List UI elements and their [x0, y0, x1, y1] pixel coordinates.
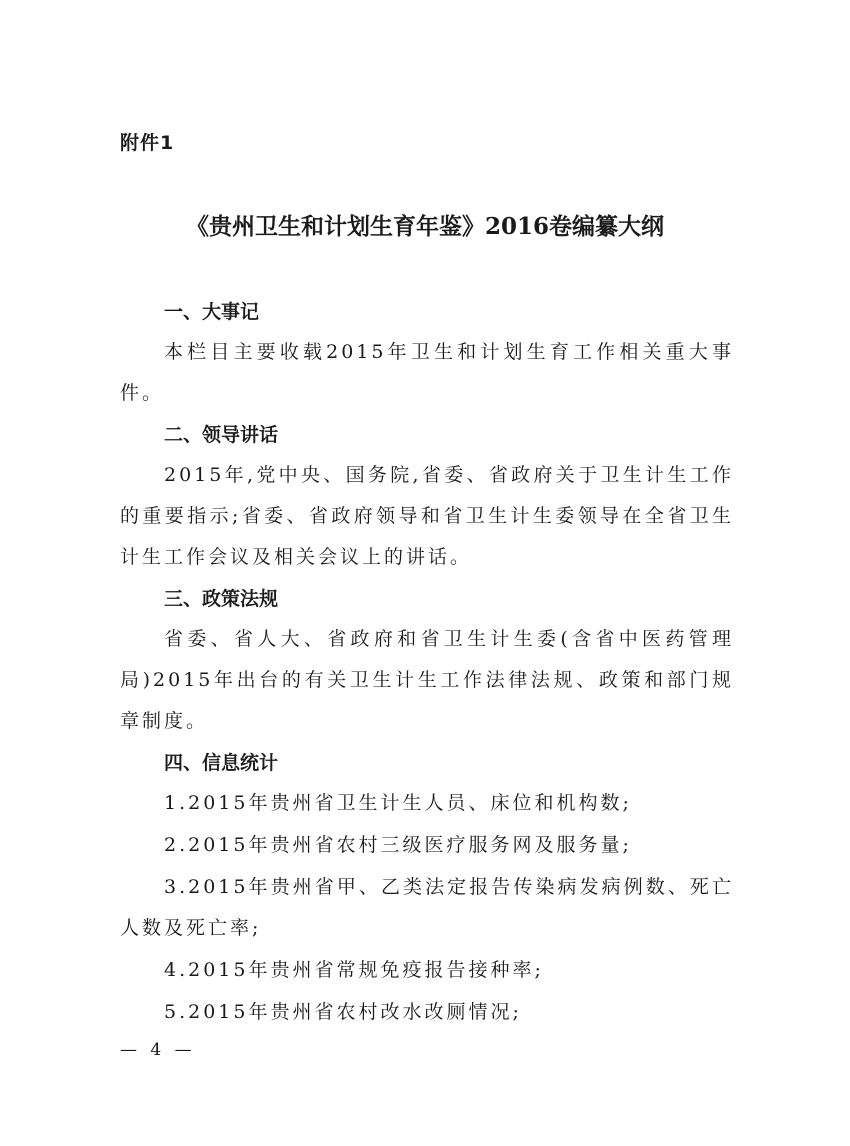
section-heading-events: 一、大事记: [164, 301, 260, 323]
page-number: — 4 —: [120, 1040, 196, 1060]
section-paragraph-policies: 省委、省人大、省政府和省卫生计生委(含省中医药管理局)2015年出台的有关卫生计生工作法律法规、政策和部门规章制度。: [120, 628, 734, 732]
statistics-item: 5.2015年贵州省农村改水改厕情况;: [164, 1001, 522, 1023]
section-heading-speeches: 二、领导讲话: [164, 424, 279, 446]
statistics-item: 4.2015年贵州省常规免疫报告接种率;: [164, 959, 544, 981]
statistics-item: 2.2015年贵州省农村三级医疗服务网及服务量;: [164, 834, 632, 856]
section-paragraph-events: 本栏目主要收载2015年卫生和计划生育工作相关重大事件。: [120, 341, 734, 404]
document-body: [120, 292, 734, 1034]
statistics-item: 1.2015年贵州省卫生计生人员、床位和机构数;: [164, 792, 632, 814]
section-heading-statistics: 四、信息统计: [164, 752, 279, 774]
document-title: 《贵州卫生和计划生育年鉴》2016卷编纂大纲: [185, 213, 664, 240]
section-paragraph-speeches: 2015年,党中央、国务院,省委、省政府关于卫生计生工作的重要指示;省委、省政府领导和省卫生计生委领导在全省卫生计生工作会议及相关会议上的讲话。: [120, 464, 734, 568]
section-heading-policies: 三、政策法规: [164, 588, 279, 610]
statistics-item: 3.2015年贵州省甲、乙类法定报告传染病发病例数、死亡人数及死亡率;: [120, 876, 734, 939]
attachment-label: 附件1: [120, 132, 175, 154]
